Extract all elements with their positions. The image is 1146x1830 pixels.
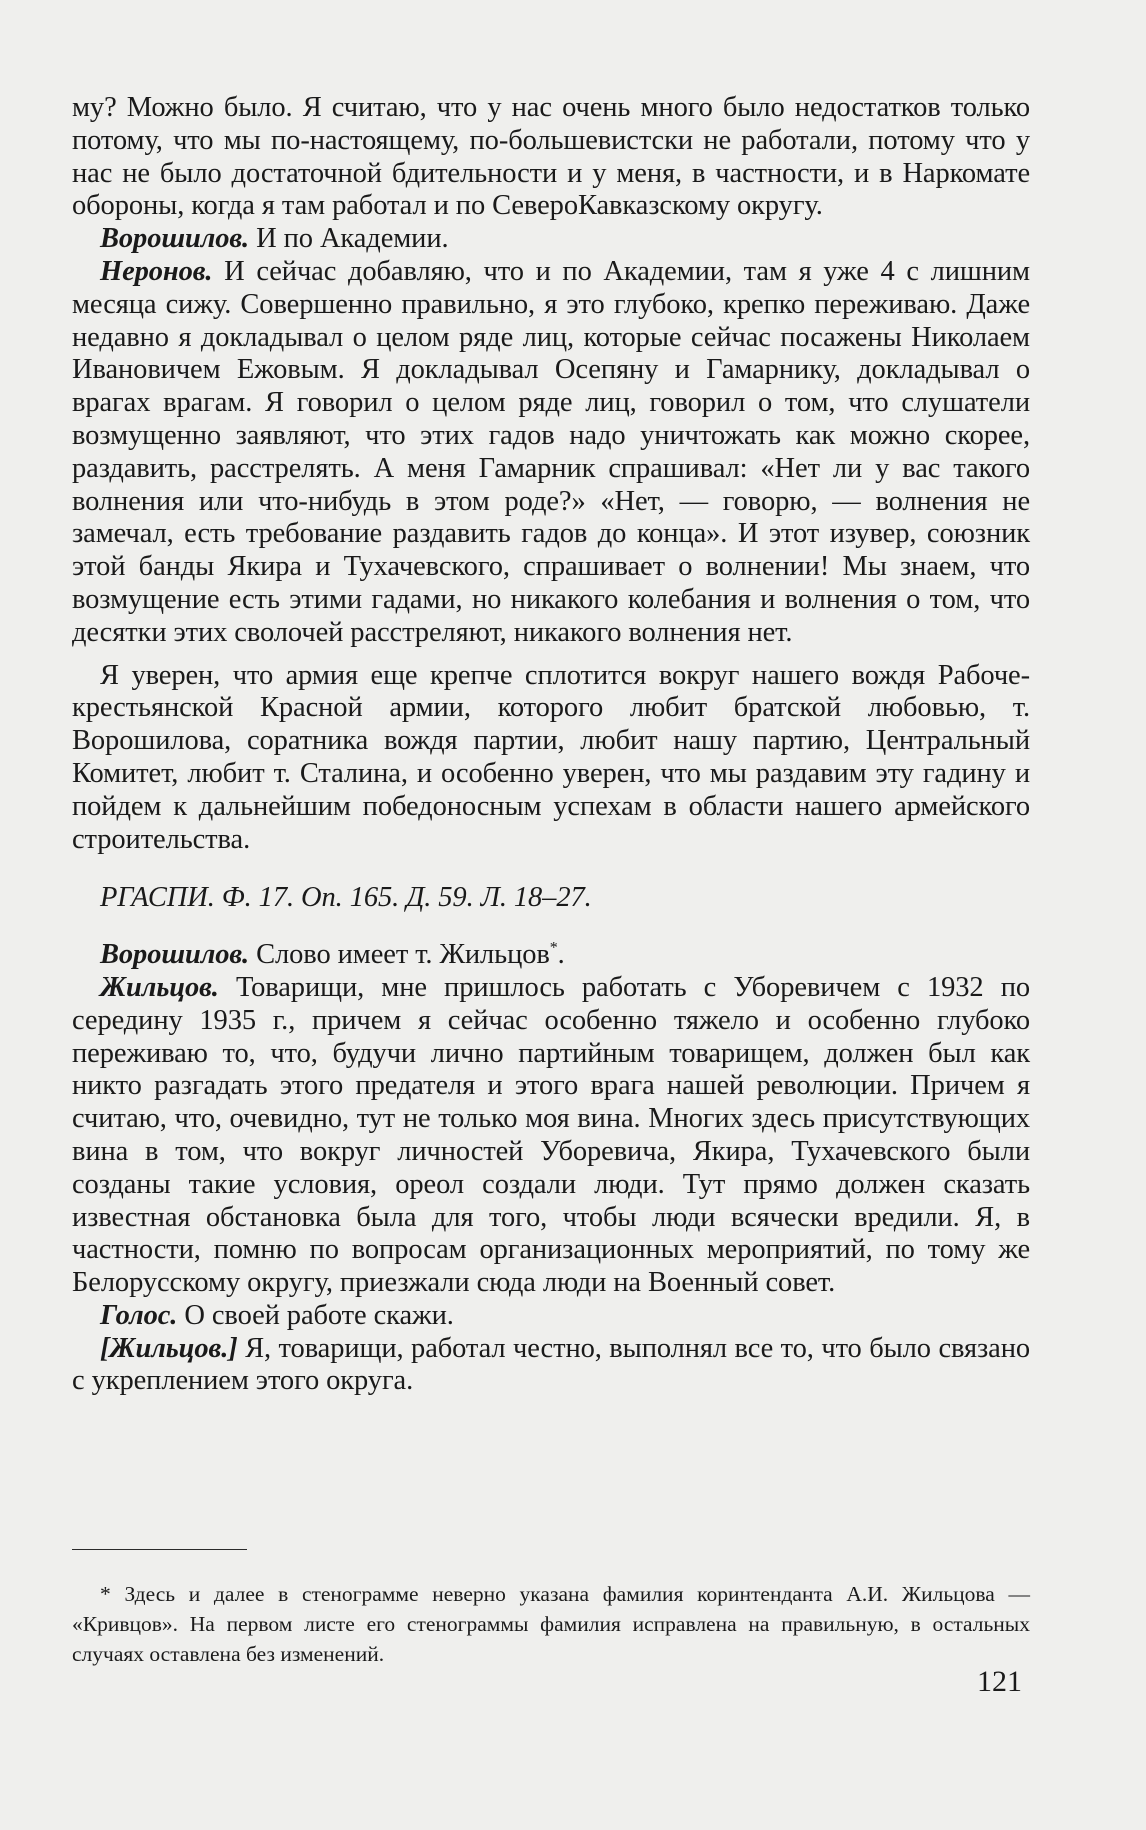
page-number: 121 [977,1665,1022,1698]
paragraph-neronov [72,256,1030,650]
footnote-text: Здесь и далее в стенограмме неверно указана фамилия коринтенданта А.И. Жильцова — «Кривцов». На первом листе его стенограммы фамилия исправлена на правильную, в остальных случаях оставлена без изменений. [72,1581,1030,1666]
paragraph-zhiltsov [72,972,1030,1300]
speech-text: И по Академии. [249,223,449,255]
archive-reference: РГАСПИ. Ф. 17. Оп. 165. Д. 59. Л. 18–27. [100,882,592,914]
continuation-paragraph: му? Можно было. Я считаю, что у нас очень много было недостатков только потому, что мы по-настоящему, по-большевистски не работали, потому что у нас не было достаточной бдительности и у меня, в частности, и в Наркомате обороны, когда я там работал и по СевероКавказскому округу. [72,92,1030,222]
speech-text: Я, товарищи, работал честно, выполнял все то, что было связано с укреплением этого округа. [72,1332,1030,1397]
paragraph-neronov-cont: Я уверен, что армия еще крепче сплотится вокруг нашего вождя Рабоче-крестьянской Красной армии, которого любит братской любовью, т. Ворошилова, соратника вождя партии, любит нашу партию, Центральный Комитет, любит т. Сталина, и особенно уверен, что мы раздавим эту гадину и пойдем к дальнейшим победоносным успехам в области нашего армейского строительства. [72,659,1030,855]
footnote-star: * [100,1581,111,1606]
paragraph-voroshilov-1 [72,223,1030,256]
footnote-marker: * [549,939,558,957]
speech-text-end: . [557,939,565,971]
paragraph-voice [72,1300,1030,1333]
footnote-divider [72,1549,247,1550]
speech-text: Слово имеет т. Жильцов [249,939,550,971]
paragraph-zhiltsov-2 [72,1333,1030,1399]
footnote [72,1579,1030,1669]
speech-text: О своей работе скажи. [177,1299,454,1331]
speaker-name: [Жильцов.] [100,1332,238,1364]
speaker-name: Жильцов. [100,971,219,1003]
main-text [72,92,1030,1398]
speaker-name: Ворошилов. [100,223,250,255]
speaker-name: Ворошилов. [100,939,250,971]
speech-text: И сейчас добавляю, что и по Академии, там я уже 4 с лишним месяца сижу. Совершенно правильно, я это глубоко, крепко переживаю. Даже недавно я докладывал о целом ряде лиц, которые сейчас посажены Николаем Ивановичем Ежовым. Я докладывал Осепяну и Гамарнику, докладывал о врагах врагам. Я говорил о целом ряде лиц, говорил о том, что слушатели возмущенно заявляют, что этих гадов надо уничтожать как можно скорее, раздавить, расстрелять. А меня Гамарник спрашивал: «Нет ли у вас такого волнения или что-нибудь в этом роде?» «Нет, — говорю, — волнения не замечал, есть требование раздавить гадов до конца». И этот изувер, союзник этой банды Якира и Тухачевского, спрашивает о волнении! Мы знаем, что возмущение есть этими гадами, но никакого колебания и волнения о том, что десятки этих сволочей расстреляют, никакого волнения нет. [72,255,1030,648]
speaker-name: Неронов. [100,255,213,287]
speech-text: Товарищи, мне пришлось работать с Уборевичем с 1932 по середину 1935 г., причем я сейчас особенно тяжело и особенно глубоко переживаю то, что, будучи лично партийным товарищем, должен был как никто разгадать этого предателя и этого врага нашей революции. Причем я считаю, что, очевидно, тут не только моя вина. Многих здесь присутствующих вина в том, что вокруг личностей Уборевича, Якира, Тухачевского были созданы такие условия, ореол создали люди. Тут прямо должен сказать известная обстановка была для того, чтобы люди всячески вредили. Я, в частности, помню по вопросам организационных мероприятий, по тому же Белорусскому округу, приезжали сюда люди на Военный совет. [72,971,1030,1299]
paragraph-voroshilov-2 [72,939,1030,972]
speaker-name: Голос. [100,1299,178,1331]
